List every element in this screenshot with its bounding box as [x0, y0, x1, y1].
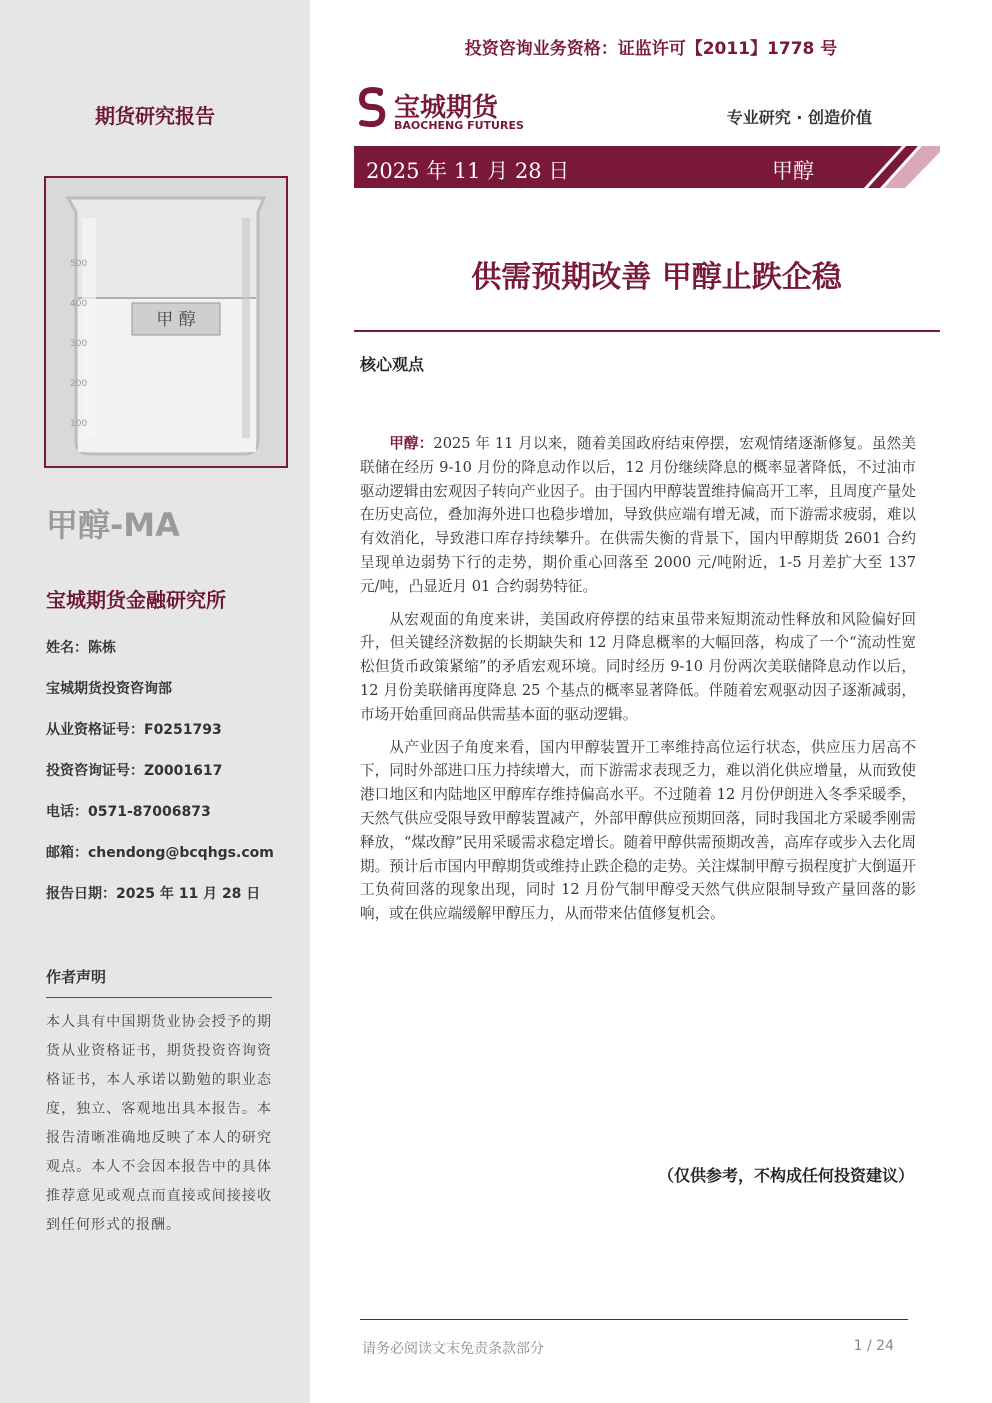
author-name-row: [46, 637, 296, 678]
sidebar: [0, 0, 310, 1403]
consulting-cert-row: [46, 760, 296, 801]
info-label: 邮箱：: [46, 845, 88, 861]
info-label: 电话：: [46, 804, 88, 820]
report-body: [360, 432, 916, 935]
info-value: 0571-87006873: [88, 804, 211, 820]
email-row: [46, 842, 296, 883]
footer-divider: [360, 1319, 908, 1320]
report-type-label: 期货研究报告: [95, 104, 215, 128]
license-line: 投资咨询业务资格：证监许可【2011】1778 号: [464, 39, 838, 59]
methanol-beaker-image: [44, 176, 288, 468]
phone-row: [46, 801, 296, 842]
email-link[interactable]: chendong@bcqhgs.com: [88, 845, 274, 861]
company-logo: [354, 85, 524, 133]
info-value: F0251793: [144, 722, 222, 738]
logo-text-en: BAOCHENG FUTURES: [394, 119, 524, 132]
paragraph-1: [360, 432, 916, 599]
info-label: 姓名：: [46, 640, 88, 656]
date-banner: [354, 146, 940, 188]
beaker-mark: 200: [70, 379, 88, 389]
beaker-illustration: [46, 178, 286, 466]
beaker-mark: 100: [70, 419, 88, 429]
department-row: [46, 678, 296, 719]
beaker-mark: 300: [70, 339, 88, 349]
beaker-label: 甲 醇: [156, 310, 196, 330]
info-label: 报告日期：: [46, 886, 116, 902]
investment-disclaimer: （仅供参考，不构成任何投资建议）: [657, 1166, 914, 1185]
info-label: 投资咨询证号：: [46, 763, 144, 779]
declaration-title: 作者声明: [46, 968, 107, 986]
slogan: 专业研究 · 创造价值: [726, 108, 872, 127]
beaker-mark: 500: [70, 259, 88, 269]
section-title: 核心观点: [360, 355, 425, 374]
product-name: 甲醇: [772, 159, 814, 183]
page-number: 1 / 24: [853, 1338, 894, 1354]
declaration-divider: [46, 997, 272, 998]
declaration-text: 本人具有中国期货业协会授予的期货从业资格证书，期货投资咨询资格证书，本人承诺以勤勉的职业态度，独立、客观地出具本报告。本报告清晰准确地反映了本人的研究观点。本人不会因本报告中的具体推荐意见或观点而直接或间接接收到任何形式的报酬。: [46, 1014, 272, 1233]
logo-icon: [354, 85, 390, 129]
paragraph-3: 从产业因子角度来看，国内甲醇装置开工率维持高位运行状态，供应压力居高不下，同时外部进口压力持续增大，而下游需求表现乏力，难以消化供应增量，从而致使港口地区和内陆地区甲醇库存维持偏高水平。不过随着 12 月份伊朗进入冬季采暖季，天然气供应受限导致甲醇装置减产，外部甲醇供应预期回落，同时我国北方采暖季刚需释放，“煤改醇”民用采暖需求稳定增长。随着甲醇供需预期改善，高库存或步入去化周期。预计后市国内甲醇期货或维持止跌企稳的走势。关注煤制甲醇亏损程度扩大倒逼开工负荷回落的现象出现，同时 12 月份气制甲醇受天然气供应限制导致产量回落的影响，或在供应端缓解甲醇压力，从而带来估值修复机会。: [360, 738, 916, 923]
report-date-row: [46, 883, 296, 924]
author-info: [46, 637, 296, 924]
qualification-row: [46, 719, 296, 760]
institute-name: 宝城期货金融研究所: [46, 588, 226, 612]
info-value: Z0001617: [144, 763, 223, 779]
report-date: 2025 年 11 月 28 日: [366, 159, 570, 183]
report-headline: 供需预期改善 甲醇止跌企稳: [471, 260, 842, 295]
lead-label: 甲醇：: [389, 435, 434, 452]
headline-divider: [354, 330, 940, 332]
info-label: 宝城期货投资咨询部: [46, 681, 172, 697]
info-label: 从业资格证号：: [46, 722, 144, 738]
paragraph-2: 从宏观面的角度来讲，美国政府停摆的结束虽带来短期流动性释放和风险偏好回升，但关键经济数据的长期缺失和 12 月降息概率的大幅回落，构成了一个“流动性宽松但货币政策紧缩”的矛盾宏观环境。同时经历 9-10 月份两次美联储降息动作以后，12 月份美联储再度降息 25 个基点的概率显著降低。伴随着宏观驱动因子逐渐减弱，市场开始重回商品供需基本面的驱动逻辑。: [360, 610, 916, 723]
product-code: 甲醇-MA: [46, 506, 180, 544]
info-value: 陈栋: [88, 640, 116, 656]
logo-text-cn: 宝城期货: [394, 93, 499, 123]
footer-note: 请务必阅读文末免责条款部分: [362, 1341, 544, 1357]
beaker-mark: 400: [70, 299, 88, 309]
paragraph-1-text: 2025 年 11 月以来，随着美国政府结束停摆，宏观情绪逐渐修复。虽然美联储在经历 9-10 月份的降息动作以后，12 月份继续降息的概率显著降低，不过油市驱动逻辑由宏观因子转向产业因子。由于国内甲醇装置维持偏高开工率，且周度产量处在历史高位，叠加海外进口也稳步增加，导致供应端有增无减，而下游需求疲弱，难以有效消化，导致港口库存持续攀升。在供需失衡的背景下，国内甲醇期货 2601 合约呈现单边弱势下行的走势，期价重心回落至 2000 元/吨附近，1-5 月差扩大至 137 元/吨，凸显近月 01 合约弱势特征。: [360, 435, 916, 595]
info-value: 2025 年 11 月 28 日: [116, 886, 261, 902]
